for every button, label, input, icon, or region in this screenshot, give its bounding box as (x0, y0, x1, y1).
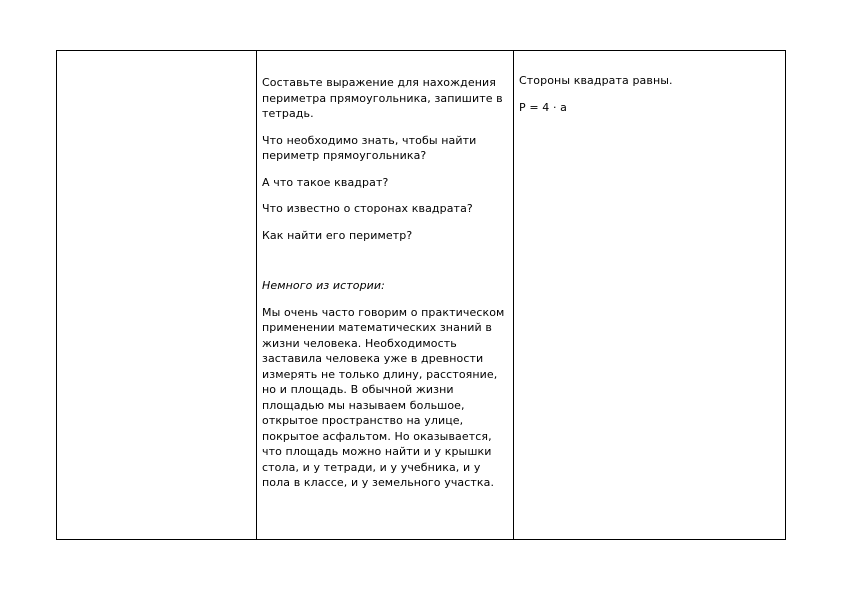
table-cell-answers (514, 51, 785, 539)
question-square-sides: Что известно о сторонах квадрата? (262, 202, 473, 215)
question-what-to-know: Что необходимо знать, чтобы найти периметр прямоугольника? (262, 133, 477, 162)
history-paragraph: Мы очень часто говорим о практическом применении математических знаний в жизни человека. Необходимость заставила человека уже в древности измерять не только длину, расстояние, но и площадь. В обычной жизни площадью мы называем большое, открытое пространство на улице, покрытое асфальтом. Но оказывается, что площадь можно найти и у крышки стола, и у тетради, и у учебника, и у пола в классе, и у земельного участка. (262, 305, 505, 489)
spacer (262, 254, 511, 278)
answer-perimeter-formula: P = 4 · a (519, 100, 567, 114)
answer-square-sides-equal: Стороны квадрата равны. (519, 74, 673, 87)
table-cell-questions (257, 51, 514, 539)
answers-block (519, 73, 783, 126)
question-perimeter-expression: Составьте выражение для нахождения периметра прямоугольника, запишите в тетрадь. (262, 76, 503, 120)
question-what-is-square: А что такое квадрат? (262, 175, 389, 189)
history-heading: Немного из истории: (262, 279, 385, 292)
lesson-table (56, 50, 786, 540)
question-find-perimeter: Как найти его периметр? (262, 228, 413, 242)
table-cell-empty (57, 51, 257, 539)
questions-block (262, 75, 511, 502)
